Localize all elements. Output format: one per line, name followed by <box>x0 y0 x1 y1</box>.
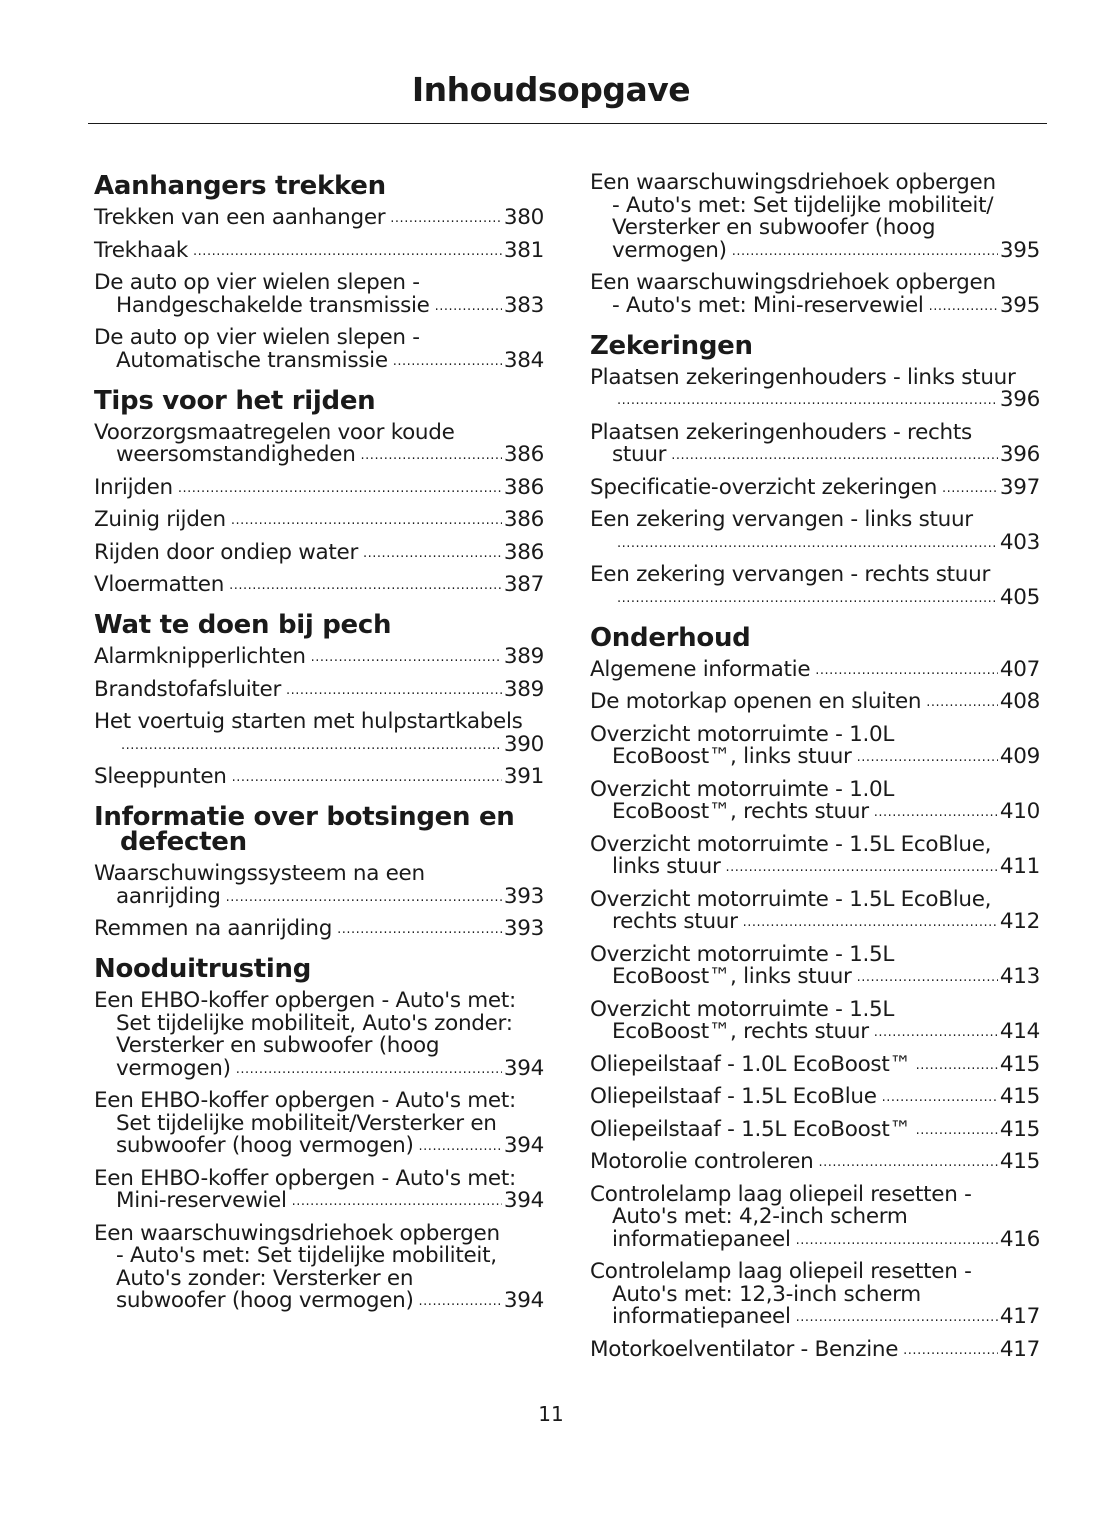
toc-entry-text: Brandstofafsluiter <box>94 676 282 702</box>
dot-leader <box>393 351 502 373</box>
dot-leader <box>292 1191 502 1213</box>
toc-entry[interactable] <box>590 776 1040 827</box>
toc-entry-last-line <box>590 856 1040 881</box>
toc-page-ref[interactable]: 417 <box>999 1336 1040 1362</box>
toc-page-ref[interactable]: 393 <box>503 916 544 941</box>
toc-entry-last-line <box>590 584 1040 612</box>
toc-entry-last-line <box>590 1051 1040 1079</box>
toc-entry-text: links stuur <box>612 854 721 879</box>
toc-entry-text: Remmen na aanrijding <box>94 916 333 941</box>
toc-entry-text: Een EHBO-koffer opbergen - Auto's met: <box>94 1088 516 1113</box>
toc-entry-last-line <box>590 1336 1040 1364</box>
title-divider <box>88 123 1047 124</box>
dot-leader <box>815 660 998 682</box>
toc-entry-text: Een zekering vervangen - links stuur <box>590 507 973 532</box>
toc-entry-text: - Auto's met: Set tijdelijke mobiliteit/ <box>612 192 994 218</box>
toc-entry-text: Motorkoelventilator - Benzine <box>590 1336 899 1362</box>
toc-entry-text: EcoBoost™, rechts stuur <box>612 1019 869 1044</box>
toc-page-ref[interactable]: 380 <box>503 205 544 230</box>
toc-entry[interactable] <box>94 574 544 599</box>
toc-entry[interactable] <box>590 1116 1040 1144</box>
toc-entry[interactable] <box>590 474 1040 502</box>
toc-entry[interactable] <box>590 886 1040 937</box>
toc-entry[interactable] <box>590 564 1040 612</box>
toc-entry-text: Motorolie controleren <box>590 1149 814 1174</box>
toc-entry[interactable] <box>590 272 1040 320</box>
toc-entry[interactable] <box>94 237 544 265</box>
dot-leader <box>903 1340 998 1362</box>
section-title-line: Informatie over botsingen en <box>94 802 515 832</box>
toc-page-ref[interactable]: 411 <box>999 854 1040 879</box>
toc-entry-text: Een waarschuwingsdriehoek opbergen <box>590 270 996 295</box>
toc-entry-text: informatiepaneel <box>612 1304 791 1329</box>
toc-entry[interactable] <box>590 1181 1040 1254</box>
dot-leader <box>796 1307 998 1329</box>
toc-entry-last-line <box>94 509 544 534</box>
toc-entry-text: Auto's met: 4,2-inch scherm <box>612 1204 908 1229</box>
toc-entry-last-line <box>94 1055 544 1083</box>
toc-entry-last-line <box>94 292 544 320</box>
toc-entry-text: Versterker en subwoofer (hoog <box>612 215 936 240</box>
dot-leader <box>874 802 998 824</box>
toc-entry-last-line <box>590 444 1040 469</box>
toc-entry-text: stuur <box>612 442 667 467</box>
toc-entry-last-line <box>590 746 1040 771</box>
toc-entry-text: De auto op vier wielen slepen - <box>94 325 420 350</box>
toc-entry-last-line <box>94 539 544 567</box>
dot-leader <box>743 912 998 934</box>
toc-entry-last-line <box>590 911 1040 936</box>
toc-page-ref[interactable]: 389 <box>503 676 544 702</box>
toc-entry[interactable] <box>94 509 544 534</box>
toc-entry-last-line <box>94 1290 544 1315</box>
toc-entry-text: Een EHBO-koffer opbergen - Auto's met: <box>94 988 516 1013</box>
toc-page-ref[interactable]: 396 <box>999 442 1040 467</box>
toc-entry-last-line <box>94 237 544 265</box>
dot-leader <box>796 1230 998 1252</box>
toc-entry-last-line <box>590 529 1040 557</box>
toc-page-ref[interactable]: 417 <box>999 1304 1040 1329</box>
section-title-line: Wat te doen bij pech <box>94 610 392 640</box>
toc-page-ref[interactable]: 394 <box>503 1188 544 1213</box>
toc-entry-text: Controlelamp laag oliepeil resetten - <box>590 1181 972 1207</box>
toc-entry[interactable] <box>590 656 1040 684</box>
toc-entry-text: Auto's met: 12,3-inch scherm <box>612 1281 921 1307</box>
toc-entry-text: Oliepeilstaaf - 1.5L EcoBlue <box>590 1084 877 1109</box>
toc-entry[interactable] <box>94 419 544 470</box>
toc-page-ref[interactable]: 408 <box>999 689 1040 714</box>
toc-entry[interactable] <box>590 364 1040 415</box>
toc-entry-text: Een waarschuwingsdriehoek opbergen <box>590 170 996 195</box>
toc-entry[interactable] <box>94 646 544 671</box>
toc-page-ref[interactable]: 394 <box>503 1133 544 1158</box>
toc-entry-text: Trekhaak <box>94 237 189 263</box>
dot-leader <box>725 857 997 879</box>
toc-entry[interactable] <box>94 1220 544 1316</box>
dot-leader <box>363 543 502 565</box>
section-title-line: Aanhangers trekken <box>94 171 386 201</box>
toc-page-ref[interactable]: 403 <box>999 529 1040 555</box>
toc-entry[interactable] <box>94 990 544 1083</box>
dot-leader <box>232 767 502 789</box>
toc-entry-text: subwoofer (hoog vermogen) <box>116 1288 414 1313</box>
toc-entry-text: Automatische transmissie <box>116 347 388 373</box>
toc-page-ref[interactable]: 381 <box>503 237 544 263</box>
toc-page-ref[interactable]: 384 <box>503 347 544 373</box>
toc-entry[interactable] <box>94 766 544 791</box>
toc-entry-text: vermogen) <box>612 237 727 263</box>
toc-entry-text: EcoBoost™, links stuur <box>612 744 852 769</box>
toc-entry-text: Set tijdelijke mobiliteit, Auto's zonder: <box>116 1010 513 1036</box>
toc-page-ref[interactable]: 412 <box>999 909 1040 934</box>
toc-page-ref[interactable]: 397 <box>999 474 1040 500</box>
toc-page-ref[interactable]: 390 <box>503 731 544 757</box>
toc-entry-last-line <box>590 801 1040 826</box>
toc-entry-text: Een zekering vervangen - rechts stuur <box>590 562 990 587</box>
toc-page-ref[interactable]: 415 <box>999 1116 1040 1142</box>
toc-entry-last-line <box>94 574 544 599</box>
toc-column-right <box>590 160 1040 1376</box>
toc-entry-text: Overzicht motorruimte - 1.0L <box>590 721 895 747</box>
toc-entry-last-line <box>94 676 544 704</box>
toc-entry-text: Zuinig rijden <box>94 507 226 532</box>
toc-entry-text: - Auto's met: Set tijdelijke mobiliteit, <box>116 1243 497 1268</box>
dot-leader <box>857 747 998 769</box>
toc-entry-text: Specificatie-overzicht zekeringen <box>590 474 938 500</box>
toc-entry[interactable] <box>590 172 1040 265</box>
dot-leader <box>435 296 502 318</box>
toc-entry-text: rechts stuur <box>612 909 738 934</box>
toc-entry-text: Handgeschakelde transmissie <box>116 292 430 318</box>
toc-entry-text: Versterker en subwoofer (hoog <box>116 1033 440 1058</box>
dot-leader <box>926 692 998 714</box>
toc-entry-text: subwoofer (hoog vermogen) <box>116 1133 414 1158</box>
toc-entry-text: Trekken van een aanhanger <box>94 205 386 230</box>
section-title <box>94 610 544 640</box>
toc-entry-last-line <box>590 691 1040 716</box>
toc-page-ref[interactable]: 405 <box>999 584 1040 610</box>
toc-entry-text: Sleeppunten <box>94 764 227 789</box>
toc-entry-text: vermogen) <box>116 1055 231 1081</box>
toc-page-ref[interactable]: 386 <box>503 474 544 500</box>
dot-leader <box>419 1136 502 1158</box>
toc-entry-text: aanrijding <box>116 883 221 909</box>
toc-entry-text: Inrijden <box>94 474 173 500</box>
dot-leader <box>193 241 502 263</box>
toc-entry-text: Een waarschuwingsdriehoek opbergen <box>94 1220 500 1246</box>
toc-entry[interactable] <box>590 1151 1040 1176</box>
toc-entry-text: EcoBoost™, links stuur <box>612 964 852 989</box>
dot-leader <box>236 1059 502 1081</box>
section-title-line: Nooduitrusting <box>94 954 312 984</box>
dot-leader <box>617 533 998 555</box>
toc-entry-text: Plaatsen zekeringenhouders - rechts <box>590 419 972 445</box>
toc-entry-last-line <box>94 883 544 911</box>
toc-page-ref[interactable]: 387 <box>503 572 544 597</box>
toc-page-ref[interactable]: 386 <box>503 507 544 532</box>
toc-entry-text: informatiepaneel <box>612 1226 791 1252</box>
toc-entry[interactable] <box>590 691 1040 716</box>
toc-page-ref[interactable]: 409 <box>999 744 1040 769</box>
dot-leader <box>311 647 502 669</box>
toc-entry-last-line <box>94 444 544 469</box>
toc-page-ref[interactable]: 393 <box>503 883 544 909</box>
toc-entry-text: De motorkap openen en sluiten <box>590 689 922 714</box>
toc-entry[interactable] <box>590 1261 1040 1331</box>
toc-entry-text: Overzicht motorruimte - 1.5L <box>590 996 895 1022</box>
toc-page-ref[interactable]: 396 <box>999 387 1040 412</box>
toc-entry-text: Alarmknipperlichten <box>94 644 306 669</box>
toc-entry-text: Een EHBO-koffer opbergen - Auto's met: <box>94 1165 516 1191</box>
dot-leader <box>390 208 502 230</box>
dot-leader <box>874 1022 998 1044</box>
toc-entry-last-line <box>590 1306 1040 1331</box>
dot-leader <box>617 390 998 412</box>
toc-entry[interactable] <box>590 509 1040 557</box>
toc-entry-last-line <box>94 347 544 375</box>
toc-entry-last-line <box>94 1135 544 1160</box>
toc-entry[interactable] <box>94 863 544 911</box>
toc-page-ref[interactable]: 391 <box>503 764 544 789</box>
toc-section <box>94 385 544 600</box>
toc-page-ref[interactable]: 416 <box>999 1226 1040 1252</box>
dot-leader <box>231 510 502 532</box>
toc-entry[interactable] <box>590 831 1040 882</box>
toc-entry-text: Algemene informatie <box>590 656 811 682</box>
dot-leader <box>337 919 502 941</box>
toc-entry-last-line <box>94 766 544 791</box>
toc-entry[interactable] <box>94 918 544 943</box>
toc-page-ref[interactable]: 413 <box>999 964 1040 989</box>
section-title-line: defecten <box>120 827 247 857</box>
toc-entry[interactable] <box>94 1090 544 1160</box>
toc-entry-text: Overzicht motorruimte - 1.5L <box>590 941 895 967</box>
toc-section <box>590 330 1040 612</box>
dot-leader <box>361 445 502 467</box>
toc-page-ref[interactable]: 395 <box>999 292 1040 318</box>
page-number: 11 <box>538 1402 564 1426</box>
toc-entry-text: Controlelamp laag oliepeil resetten - <box>590 1259 972 1284</box>
toc-entry-text: Overzicht motorruimte - 1.5L EcoBlue, <box>590 831 992 857</box>
toc-entry[interactable] <box>94 272 544 320</box>
toc-entry[interactable] <box>590 419 1040 470</box>
dot-leader <box>121 735 502 757</box>
toc-entry-last-line <box>590 1226 1040 1254</box>
toc-column-left <box>94 160 544 1327</box>
toc-entry-text: Plaatsen zekeringenhouders - links stuur <box>590 364 1016 390</box>
toc-entry[interactable] <box>94 474 544 502</box>
toc-page-ref[interactable]: 389 <box>503 644 544 669</box>
toc-entry[interactable] <box>94 539 544 567</box>
toc-entry[interactable] <box>590 941 1040 992</box>
dot-leader <box>942 478 998 500</box>
toc-entry-last-line <box>590 292 1040 320</box>
toc-entry-last-line <box>94 731 544 759</box>
toc-entry-last-line <box>590 389 1040 414</box>
section-title <box>590 330 1040 361</box>
toc-entry-text: Oliepeilstaaf - 1.5L EcoBoost™ <box>590 1116 911 1142</box>
toc-entry-last-line <box>590 656 1040 684</box>
section-title <box>94 802 544 857</box>
toc-entry[interactable] <box>94 676 544 704</box>
section-title-line: Tips voor het rijden <box>94 385 376 416</box>
section-title <box>590 622 1040 653</box>
dot-leader <box>857 967 998 989</box>
dot-leader <box>419 1291 502 1313</box>
toc-section <box>590 622 1040 1364</box>
toc-section <box>94 954 544 1315</box>
toc-entry-text: Set tijdelijke mobiliteit/Versterker en <box>116 1110 497 1136</box>
toc-page-ref[interactable]: 394 <box>503 1288 544 1313</box>
toc-entry-last-line <box>590 1086 1040 1111</box>
toc-entry-last-line <box>590 237 1040 265</box>
toc-entry-text: Mini-reservewiel <box>116 1188 287 1213</box>
toc-page-ref[interactable]: 407 <box>999 656 1040 682</box>
dot-leader <box>178 478 502 500</box>
section-title-line: Zekeringen <box>590 330 753 361</box>
toc-page-ref[interactable]: 415 <box>999 1084 1040 1109</box>
dot-leader <box>916 1055 998 1077</box>
section-title-line: Onderhoud <box>590 622 751 653</box>
toc-entry[interactable] <box>94 207 544 232</box>
toc-entry-last-line <box>94 474 544 502</box>
toc-page-ref[interactable]: 386 <box>503 539 544 565</box>
toc-page-ref[interactable]: 395 <box>999 237 1040 263</box>
toc-page-ref[interactable]: 415 <box>999 1051 1040 1077</box>
toc-entry-last-line <box>94 207 544 232</box>
toc-entry-text: Waarschuwingssysteem na een <box>94 861 425 886</box>
dot-leader <box>617 588 998 610</box>
toc-entry-last-line <box>94 646 544 671</box>
toc-page-ref[interactable]: 410 <box>999 799 1040 824</box>
toc-entry-last-line <box>590 1021 1040 1046</box>
toc-entry[interactable] <box>94 1165 544 1216</box>
toc-entry[interactable] <box>590 996 1040 1047</box>
toc-entry[interactable] <box>94 327 544 375</box>
toc-entry[interactable] <box>590 721 1040 772</box>
section-title <box>94 171 544 201</box>
toc-entry-text: Vloermatten <box>94 572 225 597</box>
toc-page-ref[interactable]: 415 <box>999 1149 1040 1174</box>
toc-page-ref[interactable]: 394 <box>503 1055 544 1081</box>
toc-section <box>94 610 544 791</box>
dot-leader <box>732 241 998 263</box>
dot-leader <box>916 1120 998 1142</box>
toc-section <box>590 172 1040 320</box>
toc-entry-text: weersomstandigheden <box>116 442 356 467</box>
dot-leader <box>929 296 998 318</box>
toc-entry-text: Rijden door ondiep water <box>94 539 359 565</box>
toc-entry-text: Oliepeilstaaf - 1.0L EcoBoost™ <box>590 1051 911 1077</box>
toc-entry-last-line <box>590 966 1040 991</box>
toc-page-ref[interactable]: 414 <box>999 1019 1040 1044</box>
toc-section <box>94 171 544 375</box>
toc-section <box>94 802 544 943</box>
toc-entry-text: Overzicht motorruimte - 1.5L EcoBlue, <box>590 886 992 912</box>
toc-entry-last-line <box>94 918 544 943</box>
dot-leader <box>671 445 998 467</box>
toc-entry-text: De auto op vier wielen slepen - <box>94 270 420 295</box>
toc-entry-last-line <box>590 474 1040 502</box>
dot-leader <box>819 1152 998 1174</box>
toc-entry-text: Het voertuig starten met hulpstartkabels <box>94 709 523 734</box>
toc-entry-text: - Auto's met: Mini-reservewiel <box>612 292 924 318</box>
toc-entry-last-line <box>94 1190 544 1215</box>
section-title <box>94 385 544 416</box>
toc-entry[interactable] <box>94 711 544 759</box>
toc-entry-text: Auto's zonder: Versterker en <box>116 1265 414 1291</box>
dot-leader <box>286 680 502 702</box>
page-title: Inhoudsopgave <box>411 70 691 109</box>
toc-entry-last-line <box>590 1116 1040 1144</box>
toc-entry[interactable] <box>590 1051 1040 1079</box>
dot-leader <box>226 887 502 909</box>
toc-page-ref[interactable]: 386 <box>503 442 544 467</box>
toc-entry-last-line <box>590 1151 1040 1176</box>
section-title <box>94 954 544 984</box>
toc-entry-text: Voorzorgsmaatregelen voor koude <box>94 419 455 445</box>
toc-entry-text: Overzicht motorruimte - 1.0L <box>590 776 895 802</box>
toc-page-ref[interactable]: 383 <box>503 292 544 318</box>
dot-leader <box>229 575 502 597</box>
toc-entry[interactable] <box>590 1336 1040 1364</box>
toc-entry[interactable] <box>590 1086 1040 1111</box>
dot-leader <box>882 1087 998 1109</box>
toc-entry-text: EcoBoost™, rechts stuur <box>612 799 869 824</box>
